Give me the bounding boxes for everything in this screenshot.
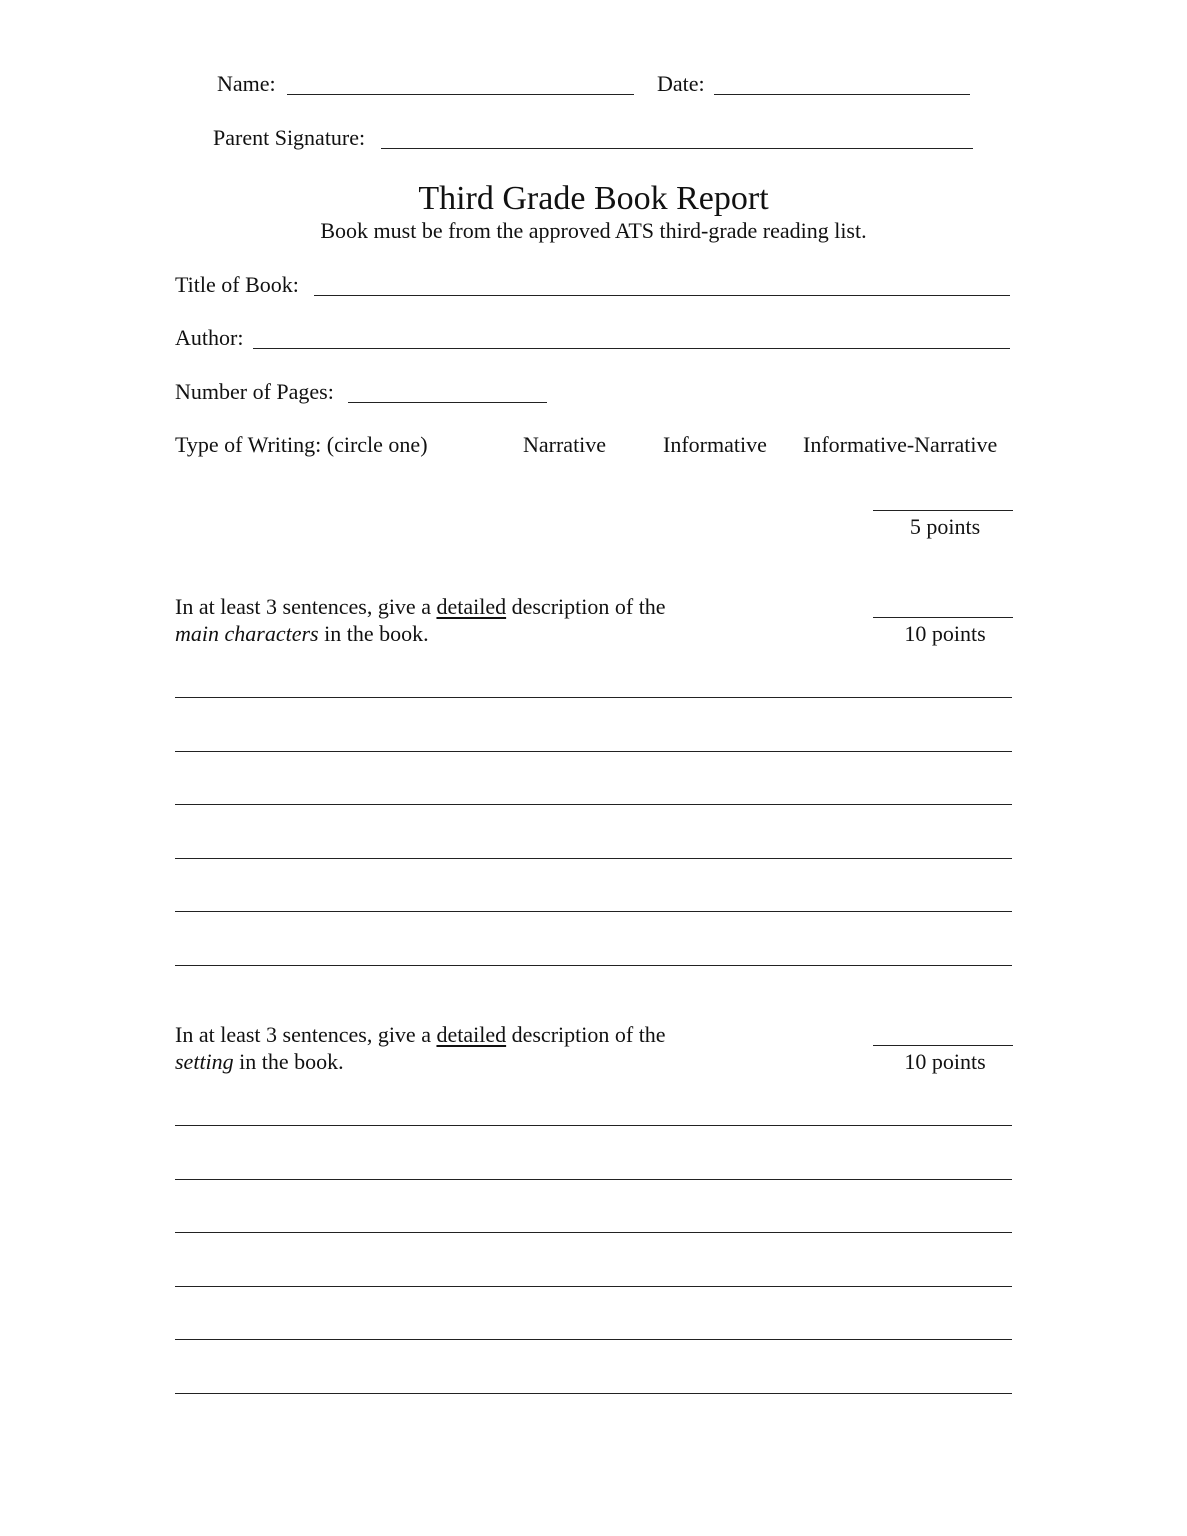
page-title: Third Grade Book Report [418,180,769,217]
type-option-informative[interactable]: Informative [663,432,767,457]
parent-signature-label: Parent Signature: [213,125,366,150]
setting-prompt-line2 [175,1049,344,1075]
characters-prompt-rest: in the book. [318,621,429,646]
characters-answer-line[interactable] [175,751,1012,752]
date-label: Date: [657,71,705,96]
points-label-1: 5 points [909,514,981,539]
setting-prompt-underlined: detailed [436,1022,507,1047]
characters-prompt-text-after: description of the [506,594,666,619]
characters-prompt-line1 [175,594,666,620]
setting-prompt-rest: in the book. [233,1049,344,1074]
characters-prompt-text-before: In at least 3 sentences, give a [175,594,437,619]
type-option-narrative[interactable]: Narrative [523,432,607,457]
type-option-informative-narrative[interactable]: Informative-Narrative [803,432,998,457]
score-line-1[interactable] [873,510,1013,511]
author-label: Author: [175,325,244,350]
characters-answer-line[interactable] [175,804,1012,805]
page-subtitle: Book must be from the approved ATS third-grade reading list. [320,218,867,243]
setting-answer-line[interactable] [175,1286,1012,1287]
characters-answer-line[interactable] [175,697,1012,698]
setting-answer-line[interactable] [175,1232,1012,1233]
characters-answer-line[interactable] [175,965,1012,966]
setting-prompt-text-after: description of the [506,1022,666,1047]
author-line[interactable] [253,348,1010,349]
number-of-pages-label: Number of Pages: [175,379,334,404]
score-line-2[interactable] [873,617,1013,618]
title-of-book-line[interactable] [314,295,1010,296]
number-of-pages-line[interactable] [348,402,547,403]
name-line[interactable] [287,94,634,95]
setting-answer-line[interactable] [175,1125,1012,1126]
characters-prompt-line2 [175,621,429,647]
type-of-writing-label: Type of Writing: (circle one) [175,432,428,457]
setting-answer-line[interactable] [175,1179,1012,1180]
points-label-2: 10 points [904,621,986,646]
name-label: Name: [217,71,276,96]
setting-answer-line[interactable] [175,1393,1012,1394]
characters-prompt-italic: main characters [175,621,319,646]
parent-signature-line[interactable] [381,148,973,149]
score-line-3[interactable] [873,1045,1013,1046]
characters-answer-line[interactable] [175,911,1012,912]
characters-answer-line[interactable] [175,858,1012,859]
points-label-3: 10 points [904,1049,986,1074]
setting-prompt-text-before: In at least 3 sentences, give a [175,1022,437,1047]
date-line[interactable] [714,94,970,95]
setting-prompt-italic: setting [175,1049,234,1074]
setting-prompt-line1 [175,1022,666,1048]
characters-prompt-underlined: detailed [436,594,507,619]
setting-answer-line[interactable] [175,1339,1012,1340]
title-of-book-label: Title of Book: [175,272,299,297]
